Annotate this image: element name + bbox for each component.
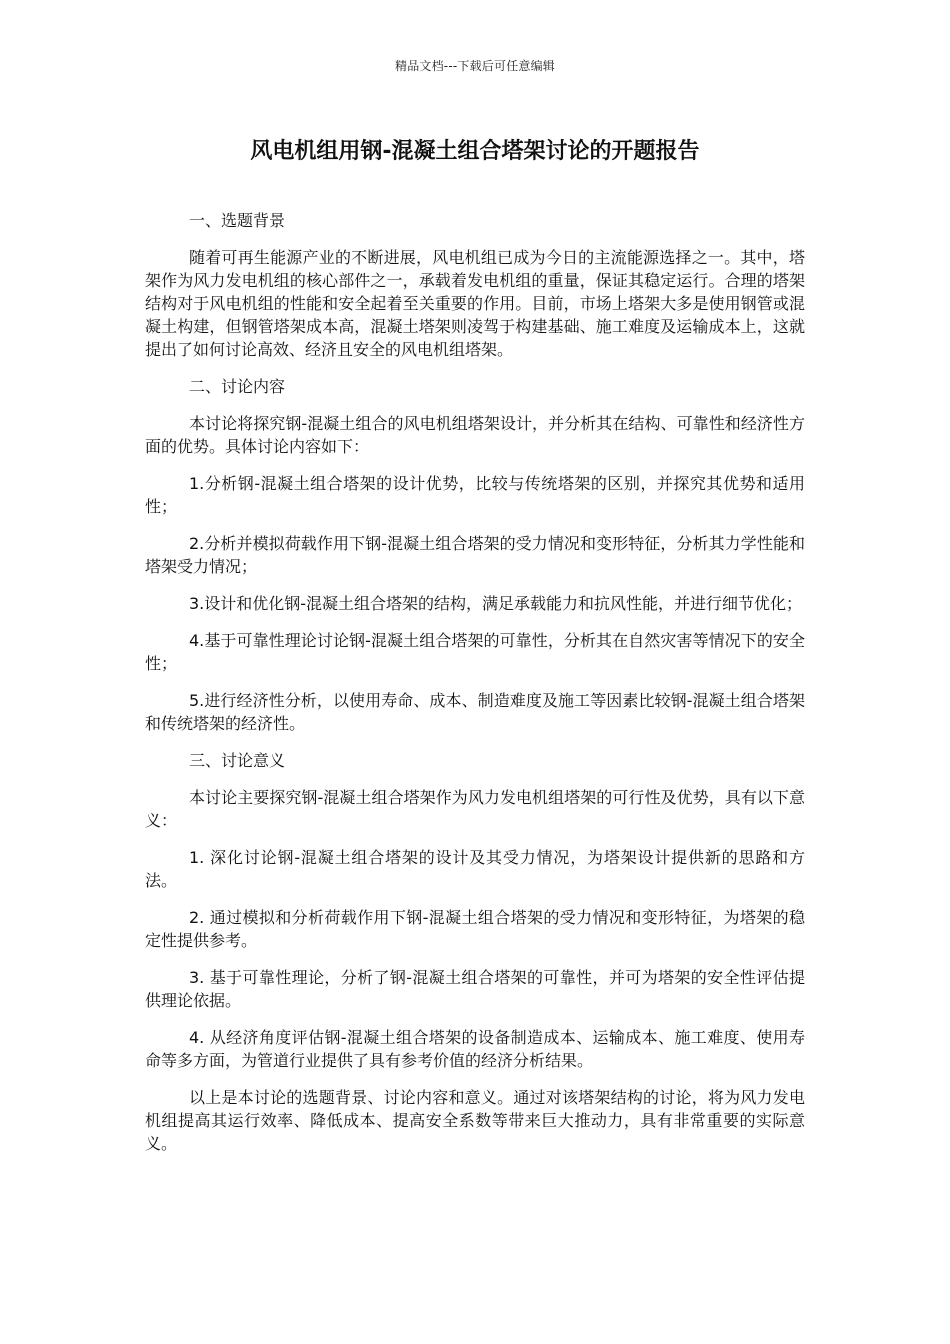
- document-body: [145, 209, 805, 1169]
- significance-item-2: 2. 通过模拟和分析荷载作用下钢-混凝土组合塔架的受力情况和变形特征，为塔架的稳定性提供参考。: [145, 908, 805, 950]
- significance-item-3: 3. 基于可靠性理论，分析了钢-混凝土组合塔架的可靠性，并可为塔架的安全性评估提供理论依据。: [145, 968, 805, 1010]
- header-note: 精品文档---下载后可任意编辑: [395, 59, 555, 73]
- document-title: 风电机组用钢-混凝土组合塔架讨论的开题报告: [250, 139, 700, 164]
- section-heading-content: 二、讨论内容: [189, 377, 286, 396]
- paragraph-conclusion: 以上是本讨论的选题背景、讨论内容和意义。通过对该塔架结构的讨论，将为风力发电机组提高其运行效率、降低成本、提高安全系数等带来巨大推动力，具有非常重要的实际意义。: [145, 1088, 805, 1153]
- content-item-3: 3.设计和优化钢-混凝土组合塔架的结构，满足承载能力和抗风性能，并进行细节优化；: [189, 594, 803, 613]
- content-item-5: 5.进行经济性分析，以使用寿命、成本、制造难度及施工等因素比较钢-混凝土组合塔架和传统塔架的经济性。: [145, 691, 805, 733]
- paragraph-background: 随着可再生能源产业的不断进展，风电机组已成为今日的主流能源选择之一。其中，塔架作为风力发电机组的核心部件之一，承载着发电机组的重量，保证其稳定运行。合理的塔架结构对于风电机组的性能和安全起着至关重要的作用。目前，市场上塔架大多是使用钢管或混凝土构建，但钢管塔架成本高，混凝土塔架则凌驾于构建基础、施工难度及运输成本上，这就提出了如何讨论高效、经济且安全的风电机组塔架。: [145, 248, 805, 359]
- paragraph-content-intro: 本讨论将探究钢-混凝土组合的风电机组塔架设计，并分析其在结构、可靠性和经济性方面的优势。具体讨论内容如下：: [145, 414, 805, 456]
- content-item-1: 1.分析钢-混凝土组合塔架的设计优势，比较与传统塔架的区别，并探究其优势和适用性；: [145, 474, 805, 516]
- content-item-4: 4.基于可靠性理论讨论钢-混凝土组合塔架的可靠性，分析其在自然灾害等情况下的安全性；: [145, 631, 805, 673]
- significance-item-1: 1. 深化讨论钢-混凝土组合塔架的设计及其受力情况，为塔架设计提供新的思路和方法。: [145, 848, 805, 890]
- section-heading-background: 一、选题背景: [189, 211, 286, 230]
- section-heading-significance: 三、讨论意义: [189, 751, 286, 770]
- paragraph-significance-intro: 本讨论主要探究钢-混凝土组合塔架作为风力发电机组塔架的可行性及优势，具有以下意义：: [145, 788, 805, 830]
- content-item-2: 2.分析并模拟荷载作用下钢-混凝土组合塔架的受力情况和变形特征，分析其力学性能和塔架受力情况；: [145, 534, 805, 576]
- significance-item-4: 4. 从经济角度评估钢-混凝土组合塔架的设备制造成本、运输成本、施工难度、使用寿命等多方面，为管道行业提供了具有参考价值的经济分析结果。: [145, 1028, 805, 1070]
